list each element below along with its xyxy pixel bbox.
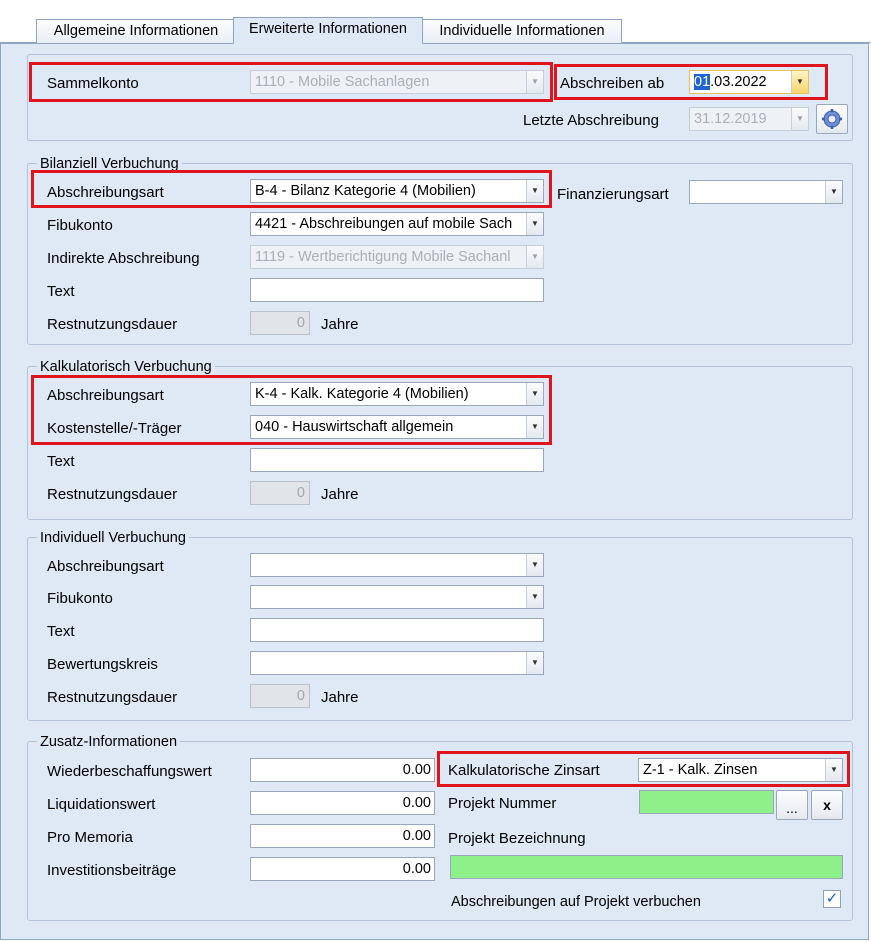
date-rest: .03.2022: [710, 74, 767, 90]
projekt-clear-button[interactable]: x: [811, 790, 843, 820]
bilanz-abschreibungsart-label: Abschreibungsart: [47, 184, 164, 201]
bilanz-abschreibungsart-value: B-4 - Bilanz Kategorie 4 (Mobilien): [255, 183, 476, 199]
chevron-down-icon[interactable]: ▼: [526, 652, 543, 674]
liquidationswert-input[interactable]: 0.00: [250, 791, 435, 815]
kalk-restnutzungsdauer-label: Restnutzungsdauer: [47, 486, 178, 503]
bilanz-text-input[interactable]: [250, 278, 544, 302]
kalk-abschreibungsart-label: Abschreibungsart: [47, 387, 164, 404]
indiv-restnutzungsdauer-label: Restnutzungsdauer: [47, 689, 178, 706]
chevron-down-icon[interactable]: ▼: [526, 586, 543, 608]
investitionsbeitraege-input[interactable]: 0.00: [250, 857, 435, 881]
zusatz-legend: Zusatz-Informationen: [37, 734, 180, 750]
kostenstelle-value: 040 - Hauswirtschaft allgemein: [255, 419, 454, 435]
chevron-down-icon[interactable]: ▼: [526, 213, 543, 235]
chevron-down-icon[interactable]: ▼: [526, 180, 543, 202]
kalk-abschreibungsart-value: K-4 - Kalk. Kategorie 4 (Mobilien): [255, 386, 469, 402]
indirekte-abschreibung-select: [250, 245, 544, 269]
sammelkonto-label: Sammelkonto: [47, 75, 139, 92]
projekt-nummer-label: Projekt Nummer: [448, 795, 557, 812]
chevron-down-icon[interactable]: ▼: [526, 383, 543, 405]
indiv-jahre-label: Jahre: [321, 689, 359, 706]
finanzierungsart-label: Finanzierungsart: [557, 186, 669, 203]
recalculate-button[interactable]: [816, 104, 848, 134]
indiv-abschreibungsart-label: Abschreibungsart: [47, 558, 164, 575]
kalk-restnutzungsdauer-input: 0: [250, 481, 310, 505]
bilanz-text-label: Text: [47, 283, 75, 300]
indiv-restnutzungsdauer-input: 0: [250, 684, 310, 708]
chevron-down-icon[interactable]: ▼: [791, 71, 808, 93]
highlight-bilanz-abschreibungsart: [31, 170, 552, 208]
pro-memoria-input[interactable]: 0.00: [250, 824, 435, 848]
indiv-fibukonto-label: Fibukonto: [47, 590, 113, 607]
kalk-text-label: Text: [47, 453, 75, 470]
projekt-verbuchen-label: Abschreibungen auf Projekt verbuchen: [451, 894, 701, 910]
wiederbeschaffungswert-input[interactable]: 0.00: [250, 758, 435, 782]
kalk-text-input[interactable]: [250, 448, 544, 472]
chevron-down-icon[interactable]: ▼: [526, 554, 543, 576]
wiederbeschaffungswert-label: Wiederbeschaffungswert: [47, 763, 212, 780]
date-day-selected: 01: [694, 74, 711, 90]
bilanz-restnutzungsdauer-input: 0: [250, 311, 310, 335]
chevron-down-icon[interactable]: ▼: [825, 181, 842, 203]
chevron-down-icon[interactable]: ▼: [825, 759, 842, 781]
projekt-nummer-input[interactable]: [639, 790, 774, 814]
highlight-abschreiben-ab: [554, 64, 828, 100]
checkmark-icon: ✓: [825, 890, 839, 907]
bilanz-jahre-label: Jahre: [321, 316, 359, 333]
tab-erweiterte-informationen[interactable]: Erweiterte Informationen: [233, 17, 423, 44]
bewertungskreis-select[interactable]: [250, 651, 544, 675]
letzte-abschreibung-value: 31.12.2019: [694, 111, 767, 127]
letzte-abschreibung-select: [689, 107, 809, 131]
bewertungskreis-label: Bewertungskreis: [47, 656, 158, 673]
tab-individuelle-informationen[interactable]: Individuelle Informationen: [422, 19, 622, 43]
liquidationswert-label: Liquidationswert: [47, 796, 156, 813]
bilanz-fibukonto-label: Fibukonto: [47, 217, 113, 234]
highlight-kalkulatorisch: [31, 375, 552, 445]
chevron-down-icon: ▼: [526, 71, 543, 93]
bilanziell-legend: Bilanziell Verbuchung: [37, 156, 182, 172]
bilanz-restnutzungsdauer-label: Restnutzungsdauer: [47, 316, 178, 333]
indiv-abschreibungsart-select[interactable]: [250, 553, 544, 577]
indiv-fibukonto-select[interactable]: [250, 585, 544, 609]
indiv-text-input[interactable]: [250, 618, 544, 642]
projekt-verbuchen-checkbox[interactable]: [823, 890, 841, 908]
pro-memoria-label: Pro Memoria: [47, 829, 133, 846]
chevron-down-icon: ▼: [791, 108, 808, 130]
kalkulatorisch-legend: Kalkulatorisch Verbuchung: [37, 359, 215, 375]
projekt-bezeichnung-field: [450, 855, 843, 879]
bilanz-fibukonto-value: 4421 - Abschreibungen auf mobile Sach: [255, 216, 513, 232]
kalk-jahre-label: Jahre: [321, 486, 359, 503]
projekt-browse-button[interactable]: ...: [776, 790, 808, 820]
zinsart-value: Z-1 - Kalk. Zinsen: [643, 762, 758, 778]
letzte-abschreibung-label: Letzte Abschreibung: [523, 112, 659, 129]
highlight-zinsart: [437, 751, 850, 787]
investitionsbeitraege-label: Investitionsbeiträge: [47, 862, 177, 879]
chevron-down-icon: ▼: [526, 246, 543, 268]
abschreiben-ab-label: Abschreiben ab: [560, 75, 665, 92]
indiv-text-label: Text: [47, 623, 75, 640]
individuell-legend: Individuell Verbuchung: [37, 530, 189, 546]
zinsart-label: Kalkulatorische Zinsart: [448, 762, 600, 779]
finanzierungsart-select[interactable]: [689, 180, 843, 204]
indirekte-abschreibung-label: Indirekte Abschreibung: [47, 250, 200, 267]
projekt-bezeichnung-label: Projekt Bezeichnung: [448, 830, 586, 847]
kostenstelle-label: Kostenstelle/-Träger: [47, 420, 182, 437]
highlight-sammelkonto: [29, 62, 553, 102]
bilanz-fibukonto-select[interactable]: [250, 212, 544, 236]
indirekte-abschreibung-value: 1119 - Wertberichtigung Mobile Sachanl: [255, 249, 511, 265]
chevron-down-icon[interactable]: ▼: [526, 416, 543, 438]
sammelkonto-value: 1110 - Mobile Sachanlagen: [255, 74, 430, 90]
tab-allgemeine-informationen[interactable]: Allgemeine Informationen: [36, 19, 236, 43]
gear-icon: [821, 108, 843, 130]
